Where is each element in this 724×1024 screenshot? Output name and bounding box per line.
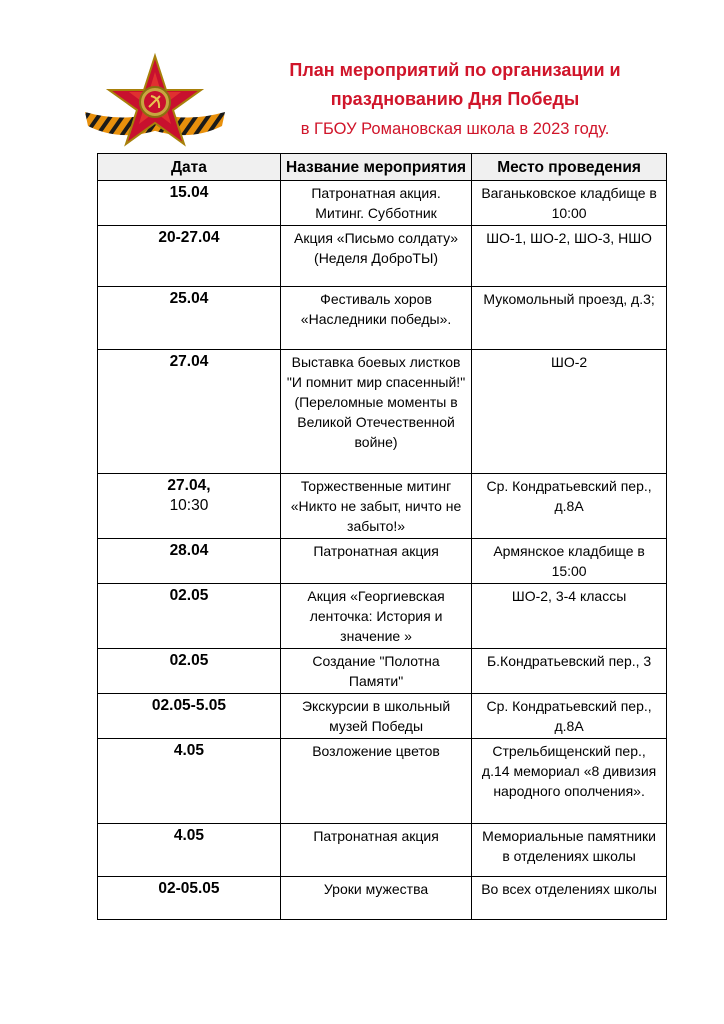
victory-emblem-icon: [80, 52, 230, 162]
date-text: 28.04: [169, 542, 209, 559]
events-table: [97, 153, 667, 920]
table-row: [98, 694, 667, 739]
table-row: [98, 649, 667, 694]
cell-date: [98, 226, 281, 287]
cell-event: Акция «Письмо солдату» (Неделя ДоброТЫ): [280, 226, 471, 287]
table-row: [98, 350, 667, 474]
cell-event: Патронатная акция. Митинг. Субботник: [280, 181, 471, 226]
cell-date: [98, 649, 281, 694]
date-text: 4.05: [173, 827, 205, 844]
cell-event: Уроки мужества: [280, 877, 471, 920]
cell-place: Мукомольный проезд, д.3;: [472, 287, 667, 350]
cell-place: Во всех отделениях школы: [472, 877, 667, 920]
title-line-1: План мероприятий по организации и: [289, 60, 621, 80]
cell-place: Мемориальные памятники в отделениях школы: [472, 824, 667, 877]
table-row: [98, 584, 667, 649]
date-text: 4.05: [173, 742, 205, 759]
cell-place: Армянское кладбище в 15:00: [472, 539, 667, 584]
date-text: 02.05: [169, 587, 209, 604]
cell-place: ШО-2, 3-4 классы: [472, 584, 667, 649]
cell-date: [98, 877, 281, 920]
cell-date: [98, 181, 281, 226]
date-text: 02-05.05: [158, 880, 220, 897]
cell-date: [98, 824, 281, 877]
date-text: 27.04: [169, 353, 209, 370]
column-header-place: Место проведения: [472, 154, 667, 181]
cell-event: Выставка боевых листков "И помнит мир спасенный!" (Переломные моменты в Великой Отечественной войне): [280, 350, 471, 474]
cell-event: Создание "Полотна Памяти": [280, 649, 471, 694]
cell-place: ШО-1, ШО-2, ШО-3, НШО: [472, 226, 667, 287]
cell-event: Фестиваль хоров «Наследники победы».: [280, 287, 471, 350]
date-text: 27.04,: [167, 477, 211, 494]
cell-date: [98, 350, 281, 474]
date-text: 25.04: [169, 290, 209, 307]
cell-date: [98, 694, 281, 739]
date-text: 15.04: [169, 184, 209, 201]
table-row: [98, 824, 667, 877]
table-row: [98, 226, 667, 287]
cell-place: ШО-2: [472, 350, 667, 474]
cell-event: Патронатная акция: [280, 539, 471, 584]
cell-date: [98, 287, 281, 350]
table-row: [98, 539, 667, 584]
cell-place: Стрельбищенский пер., д.14 мемориал «8 дивизия народного ополчения».: [472, 739, 667, 824]
cell-date: [98, 739, 281, 824]
date-text: 02.05: [169, 652, 209, 669]
table-header-row: [98, 154, 667, 181]
cell-place: Ваганьковское кладбище в 10:00: [472, 181, 667, 226]
cell-date: [98, 584, 281, 649]
date-text: 02.05-5.05: [151, 697, 227, 714]
table-row: [98, 287, 667, 350]
column-header-date: Дата: [98, 154, 281, 181]
cell-date: [98, 474, 281, 539]
table-row: [98, 877, 667, 920]
page-subtitle: в ГБОУ Романовская школа в 2023 году.: [300, 120, 610, 138]
table-row: [98, 474, 667, 539]
date-text: 20-27.04: [158, 229, 220, 246]
cell-place: Ср. Кондратьевский пер., д.8А: [472, 694, 667, 739]
title-line-2: празднованию Дня Победы: [330, 89, 580, 109]
table-row: [98, 739, 667, 824]
cell-event: Возложение цветов: [280, 739, 471, 824]
cell-event: Патронатная акция: [280, 824, 471, 877]
table-row: [98, 181, 667, 226]
cell-event: Акция «Георгиевская ленточка: История и значение »: [280, 584, 471, 649]
page-title: [240, 56, 670, 114]
column-header-event: Название мероприятия: [280, 154, 471, 181]
cell-event: Экскурсии в школьный музей Победы: [280, 694, 471, 739]
cell-place: Б.Кондратьевский пер., 3: [472, 649, 667, 694]
cell-date: [98, 539, 281, 584]
cell-place: Ср. Кондратьевский пер., д.8А: [472, 474, 667, 539]
cell-event: Торжественные митинг «Никто не забыт, ничто не забыто!»: [280, 474, 471, 539]
time-text: 10:30: [169, 497, 209, 514]
